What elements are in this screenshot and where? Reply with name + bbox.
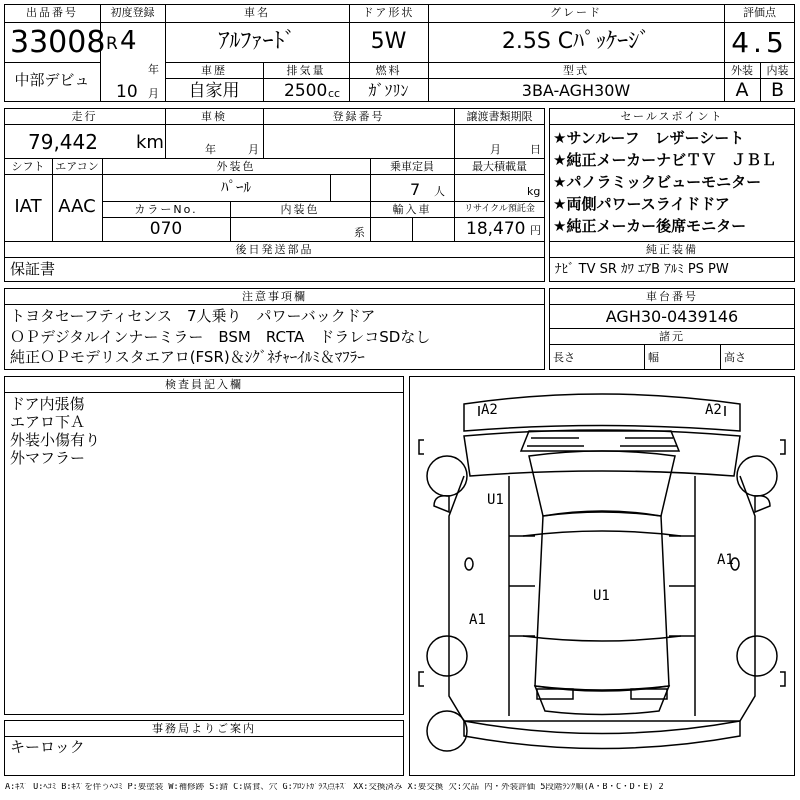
equipment: ﾅﾋﾞ TV SR ｶﾜ ｴｱB ｱﾙﾐ PS PW [555, 262, 729, 277]
divider [549, 304, 795, 305]
inspector-label: 検査員記入欄 [165, 378, 243, 391]
shift: IAT [14, 196, 42, 217]
note-line: 純正ＯＰモデリスタエアロ(FSR)＆ｼｸﾞﾈﾁｬｰｲﾙﾐ＆ﾏﾌﾗｰ [10, 348, 365, 366]
grade-label: グレード [550, 6, 602, 19]
divider [4, 22, 100, 23]
exterior-grade: A [735, 79, 749, 101]
recycle-label: リサイクル預託金 [464, 204, 535, 214]
score: 4.5 [731, 26, 788, 59]
sales-point-item: ★純正メーカーナビＴＶ ＪＢＬ [553, 151, 777, 169]
car-name: ｱﾙﾌｧｰﾄﾞ [218, 29, 296, 54]
interior-grade-label: 内装 [766, 64, 789, 77]
recycle-fee: 18,470 [466, 219, 526, 239]
debut-label: 中部デビュ [14, 71, 90, 89]
divider [4, 304, 545, 305]
displacement-label: 排気量 [286, 64, 326, 77]
history-label: 車歴 [201, 64, 227, 77]
interior-color-unit: 系 [354, 226, 365, 239]
divider [100, 22, 795, 23]
damage-mark: A1 [469, 612, 486, 628]
chassis-number: AGH30-0439146 [605, 307, 739, 326]
divider [4, 392, 404, 393]
divider [4, 241, 545, 242]
capacity-label: 乗車定員 [390, 160, 434, 173]
divider [724, 78, 795, 79]
later-parts-label: 後日発送部品 [235, 243, 314, 256]
aircon-label: エアコン [55, 160, 99, 173]
first-registration-label: 初度登録 [110, 6, 155, 19]
interior-grade: B [770, 79, 785, 101]
car-name-label: 車名 [244, 6, 270, 19]
divider [4, 124, 545, 125]
mileage: 79,442 [28, 130, 98, 154]
dimensions-label: 諸元 [659, 330, 685, 343]
lot-number-label: 出品番号 [26, 6, 78, 19]
displacement: 2500 [284, 81, 328, 101]
divider [4, 158, 545, 159]
shift-label: シフト [11, 160, 45, 173]
office-text: キーロック [10, 738, 85, 756]
sales-points-label: セールスポイント [620, 110, 724, 123]
mileage-label: 走行 [71, 110, 98, 123]
lot-number: 33008 [10, 25, 106, 60]
fuel: ｶﾞｿﾘﾝ [368, 81, 409, 100]
chassis-label: 車台番号 [646, 290, 698, 303]
height-label: 高さ [724, 351, 746, 364]
divider [549, 257, 795, 258]
damage-mark: A1 [717, 552, 734, 568]
inspection-year-unit: 年 [205, 143, 216, 156]
color-number-label: カラーNo. [134, 203, 198, 216]
note-line: トヨタセーフティセンス 7人乗り パワーバックドア [10, 307, 376, 325]
history: 自家用 [188, 81, 240, 101]
document-deadline-label: 譲渡書類期限 [466, 110, 533, 123]
damage-mark: A2 [705, 402, 722, 418]
equipment-label: 純正装備 [646, 243, 698, 256]
legend: A:ｷｽﾞ U:ﾍｺﾐ B:ｷｽﾞを伴うﾍｺﾐ P:要塗装 W:補修跡 S:錆 C:腐食、穴 G:ﾌﾛﾝﾄｶﾞﾗｽ点ｷｽﾞ XX:交換済み X:要交換 欠:欠品 内・外装評価 5段階ﾗﾝｸ順(A・B・C・D・E) 2 [5, 783, 664, 792]
damage-mark: U1 [487, 492, 504, 508]
plate-number-label: 登録番号 [332, 110, 385, 123]
divider [549, 344, 795, 345]
divider [4, 736, 404, 737]
inspector-line: 外マフラー [10, 449, 86, 467]
divider [102, 217, 545, 218]
registration-month: 10 [116, 82, 138, 102]
divider [4, 257, 545, 258]
divider [165, 78, 724, 79]
displacement-unit: cc [328, 87, 341, 100]
divider [549, 241, 795, 242]
divider [549, 124, 795, 125]
door-type-label: ドア形状 [362, 6, 415, 19]
inspection-month-unit: 月 [248, 143, 259, 156]
exterior-color-label: 外装色 [216, 160, 256, 173]
max-load-label: 最大積載量 [472, 160, 527, 173]
office-label: 事務局よりご案内 [152, 722, 256, 735]
score-label: 評価点 [743, 6, 776, 19]
damage-mark: A2 [481, 402, 498, 418]
divider [644, 344, 645, 370]
import-label: 輸入車 [392, 203, 432, 216]
divider [412, 217, 413, 241]
sales-point-item: ★サンルーフ レザーシート [553, 129, 745, 147]
capacity-unit: 人 [434, 185, 445, 198]
exterior-grade-label: 外装 [731, 64, 753, 77]
inspection-label: 車検 [201, 110, 227, 123]
divider [549, 328, 795, 329]
year-unit: 年 [148, 63, 159, 76]
era-symbol: R [106, 34, 118, 54]
month-unit: 月 [148, 87, 159, 100]
deadline-month-unit: 月 [490, 143, 501, 156]
length-label: 長さ [553, 351, 575, 364]
fuel-label: 燃料 [375, 64, 402, 77]
sales-point-item: ★パノラミックビューモニター [553, 173, 762, 191]
divider [720, 344, 721, 370]
mileage-unit: km [136, 132, 164, 153]
exterior-color: ﾊﾟｰﾙ [220, 178, 251, 196]
divider [4, 174, 545, 175]
model-code: 3BA-AGH30W [521, 81, 631, 100]
damage-mark: U1 [593, 588, 610, 604]
inspector-line: ドア内張傷 [10, 395, 85, 413]
width-label: 幅 [648, 351, 659, 364]
inspector-line: エアロ下Ａ [10, 413, 86, 431]
recycle-unit: 円 [530, 224, 541, 237]
note-line: ＯＰデジタルインナーミラー BSM RCTA ドラレコSDなし [10, 328, 431, 346]
aircon: AAC [58, 196, 96, 217]
sales-point-item: ★純正メーカー後席モニター [553, 217, 747, 235]
capacity: 7 [410, 180, 421, 199]
interior-color-label: 内装色 [280, 203, 320, 216]
deadline-day-unit: 日 [530, 143, 541, 156]
divider [165, 62, 795, 63]
car-diagram [409, 376, 795, 776]
divider [4, 62, 100, 63]
sales-point-item: ★両側パワースライドドア [553, 195, 730, 213]
max-load-unit: kg [527, 185, 541, 198]
color-number: 070 [149, 219, 183, 239]
registration-year: 4 [120, 26, 137, 56]
notes-label: 注意事項欄 [242, 290, 307, 303]
door-type: 5W [370, 29, 407, 54]
divider [102, 201, 545, 202]
grade: 2.5S Cﾊﾟｯｹｰｼﾞ [501, 29, 651, 54]
later-parts: 保証書 [10, 260, 56, 278]
model-label: 型式 [563, 64, 589, 77]
inspector-line: 外装小傷有り [10, 431, 101, 449]
